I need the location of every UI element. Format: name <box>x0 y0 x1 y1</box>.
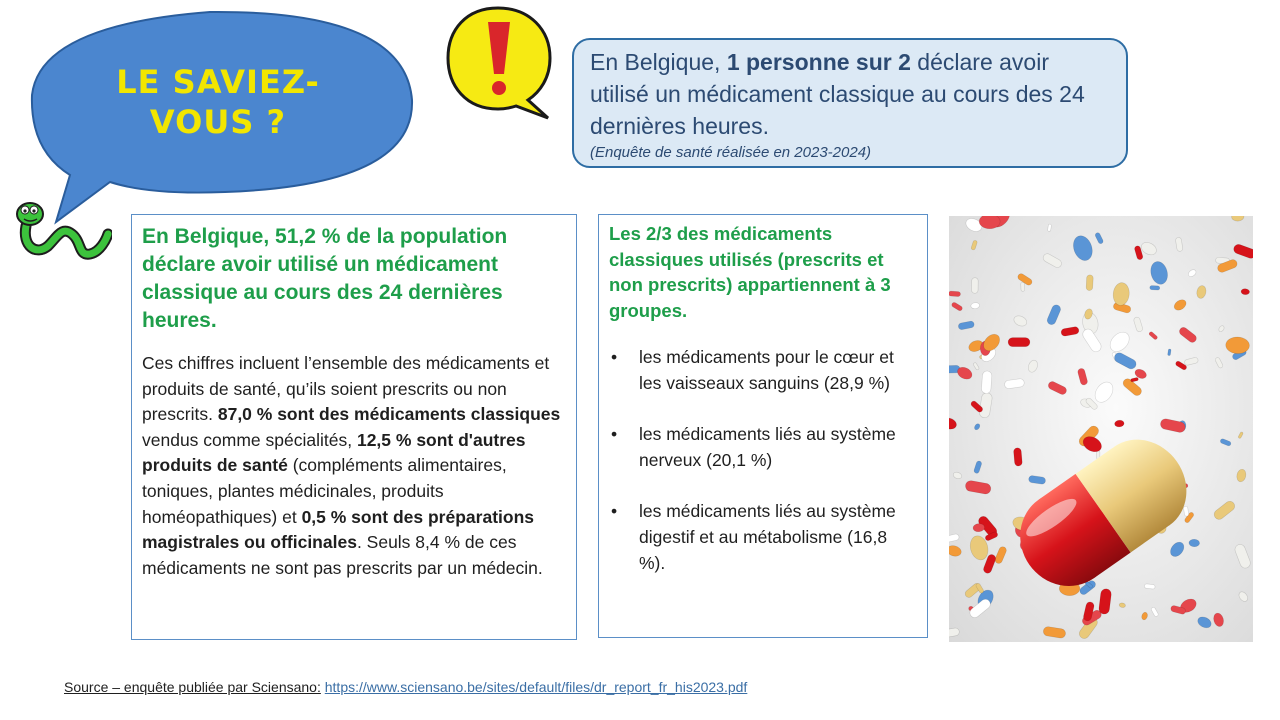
snake-icon <box>12 196 112 268</box>
pill-shape <box>1021 282 1025 291</box>
pill-shape <box>1189 539 1200 547</box>
stats-text-4: . Seuls 8,4 % de ces médicaments ne sont pas prescrits par un médecin. <box>142 532 543 578</box>
belgium-stats-heading: En Belgique, 51,2 % de la population déclare avoir utilisé un médicament classique au cours des 24 dernières heures. <box>142 225 508 332</box>
bullet-icon: • <box>611 424 618 445</box>
stats-text-1: Ces chiffres incluent l’ensemble des médicaments et produits de santé, qu’ils soient prescrits ou non prescrits. <box>142 353 550 425</box>
list-item-text: les médicaments liés au système nerveux (20,1 %) <box>639 424 896 470</box>
pill-shape <box>1013 448 1022 467</box>
bullet-icon: • <box>611 501 618 522</box>
bullet-icon: • <box>611 347 618 367</box>
bubble-title-line2: VOUS ? <box>149 103 287 141</box>
stats-text-3: (compléments alimentaires, toniques, plantes médicinales, produits homéopathiques) et <box>142 455 507 527</box>
callout-note: (Enquête de santé réalisée en 2023-2024) <box>590 144 872 161</box>
pill-shape <box>949 291 961 297</box>
medication-groups-list <box>609 345 917 576</box>
stats-text-2: vendus comme spécialités, <box>142 429 357 450</box>
pills-photo <box>949 216 1253 642</box>
list-item <box>609 499 917 576</box>
pill-shape <box>1086 275 1093 291</box>
belgium-stats-body <box>142 351 566 581</box>
list-item-text: les médicaments pour le cœur et les vaisseaux sanguins (28,9 %) <box>639 347 894 393</box>
medication-groups-box <box>598 214 928 638</box>
stats-bold-other-products: 12,5 % sont d'autres produits de santé <box>142 429 526 476</box>
callout-text-start: En Belgique, <box>590 49 727 75</box>
list-item <box>609 345 917 396</box>
source-link[interactable]: https://www.sciensano.be/sites/default/files/dr_report_fr_his2023.pdf <box>324 679 748 695</box>
stats-bold-preparations: 0,5 % sont des préparations magistrales ou officinales <box>142 506 534 553</box>
exclamation-bubble-icon <box>440 0 560 125</box>
pills-illustration <box>949 216 1253 642</box>
info-callout <box>572 38 1128 168</box>
pill-shape <box>981 371 992 394</box>
bubble-title <box>68 62 368 142</box>
bubble-title-line1: LE SAVIEZ- <box>116 63 320 101</box>
belgium-stats-box <box>131 214 577 640</box>
list-item <box>609 422 917 473</box>
stats-bold-classic: 87,0 % sont des médicaments classiques <box>217 404 561 425</box>
callout-text-bold: 1 personne sur 2 <box>726 49 911 75</box>
callout-text <box>590 46 1110 142</box>
pill-shape <box>1241 288 1250 295</box>
source-label: Source – enquête publiée par Sciensano: <box>64 679 321 695</box>
list-item-text: les médicaments liés au système digestif et au métabolisme (16,8 %). <box>639 501 896 573</box>
pill-shape <box>1144 584 1155 589</box>
pill-shape <box>1008 338 1030 347</box>
pill-shape <box>971 278 978 294</box>
pill-shape <box>1150 285 1160 290</box>
pill-shape <box>1168 349 1172 356</box>
callout-text-end: déclare avoir utilisé un médicament classique au cours des 24 dernières heures. <box>590 49 1085 139</box>
medication-groups-heading: Les 2/3 des médicaments classiques utilisés (prescrits et non prescrits) appartiennent à 3 groupes. <box>609 223 891 321</box>
source-line <box>64 678 747 696</box>
